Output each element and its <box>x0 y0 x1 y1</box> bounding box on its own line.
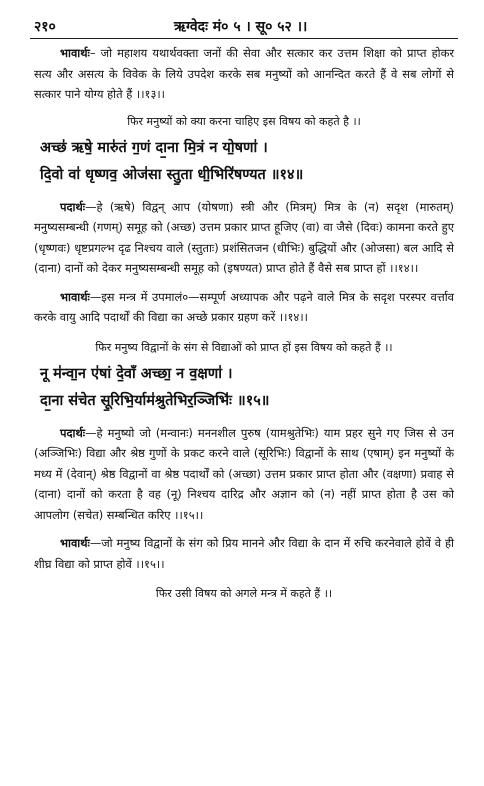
bhavarth-paragraph-13 <box>34 43 454 105</box>
topic-intro-14: फिर मनुष्यों को क्या करना चाहिए इस विषय को कहते है ।। <box>127 114 361 128</box>
bhavarth-text: —इस मन्त्र में उपमालं०—सम्पूर्ण अध्यापक और पढ़ने वाले मित्र के सदृश परस्पर वर्त्ताव करके वायु आदि पदार्थों की विद्या का अच्छे प्रकार ग्रहण करें ।।१४।। <box>34 289 454 324</box>
padarth-label: पदार्थः <box>60 199 86 214</box>
padarth-text: —हे (ऋषे) विद्वन् आप (योषणा) स्त्री और (मित्रम्) मित्र के (न) सदृश (मारुतम्) मनुष्यसम्बन्धी (गणम्) समूह को (अच्छ) उत्तम प्रकार प्राप्त हूजिए (वा) वा जैसे (दिवः) कामना करते हुए (धृष्णवः) धृष्टप्रगल्भ दृढ निश्चय वाले (स्तुताः) प्रशंसितजन (धीभिः) बुद्धियों और (ओजसा) बल आदि से (दाना) दानों को देकर मनुष्यसम्बन्धी समूह को (इषण्यत) प्राप्त होते हैं वैसे सब प्राप्त हों ।।१४।। <box>34 199 454 275</box>
padarth-label: पदार्थः <box>60 425 86 440</box>
mantra-15-line-1: नू म॑न्वा॒न ए॑षां दे॒वाँ अच्छा॒ न व॒क्षणा॑ । <box>40 365 233 382</box>
bhavarth-label: भावार्थः <box>60 536 90 550</box>
bhavarth-text: – जो महाशय यथार्थवक्ता जनों की सेवा और सत्कार कर उत्तम शिक्षा को प्राप्त होकर सत्य और असत्य के विवेक के लिये उपदेश करके सब मनुष्यों को आनन्दित करते हैं वे सब लोगों से सत्कार पाने योग्य होते हैं ।।१३।। <box>34 46 454 101</box>
padarth-paragraph-15 <box>34 423 454 526</box>
padarth-text: —हे मनुष्यो जो (मन्वानः) मननशील पुरुष (यामश्रुतेभिः) याम प्रहर सुने गए जिस से उन (अञ्जिभिः) विद्या और श्रेष्ठ गुणों के प्रकट करने वाले (सूरिभिः) विद्वानों के साथ (एषाम्) इन मनुष्यों के मध्य में (देवान्) श्रेष्ठ विद्वानों वा श्रेष्ठ पदार्थों को (अच्छा) उत्तम प्रकार प्राप्त होता और (वक्षणा) प्रवाह से (दाना) दानों को करता है वह (नू) निश्चय दारिद्र और अज्ञान को (न) नहीं प्राप्त होता है उस को आपलोग (सचेत) सम्बन्धित करिए ।।१५।। <box>34 425 454 522</box>
bhavarth-text: —जो मनुष्य विद्वानों के संग को प्रिय मानने और विद्या के दान में रुचि करनेवाले होवें वे ही शीघ्र विद्या को प्राप्त होवें ।।१५।। <box>34 536 454 571</box>
padarth-paragraph-14 <box>34 197 454 279</box>
bhavarth-label: भावार्थः <box>60 46 90 60</box>
bhavarth-paragraph-15 <box>34 533 454 574</box>
bhavarth-paragraph-14 <box>34 287 454 328</box>
mantra-14-line-1: अच्छ॑ ऋषे॒ मारु॑तं ग॒णं दा॒ना मि॒त्रं न यो॒षणा॑ । <box>40 139 268 156</box>
page-number: २१० <box>34 19 56 35</box>
topic-intro-15: फिर मनुष्य विद्वानों के संग से विद्याओं को प्राप्त हों इस विषय को कहते हैं ।। <box>95 340 393 354</box>
page-header <box>30 6 458 39</box>
mantra-14-line-2: दि॒वो वा॑ धृष्णव॒ ओज॑सा स्तु॒ता धी॒भिरि॑षण्यत ॥१४॥ <box>40 166 304 183</box>
running-head: ऋग्वेदः मं० ५ । सू० ५२ ।। <box>174 19 308 35</box>
mantra-15-line-2: दा॒ना स॑चेत सू॒रिभि॒र्याम॑श्रुतेभिर॒ञ्जिभिः॑ ॥१५॥ <box>40 392 270 409</box>
bhavarth-label: भावार्थः <box>60 289 90 304</box>
topic-intro-16: फिर उसी विषय को अगले मन्त्र में कहते हैं ।। <box>155 587 333 600</box>
